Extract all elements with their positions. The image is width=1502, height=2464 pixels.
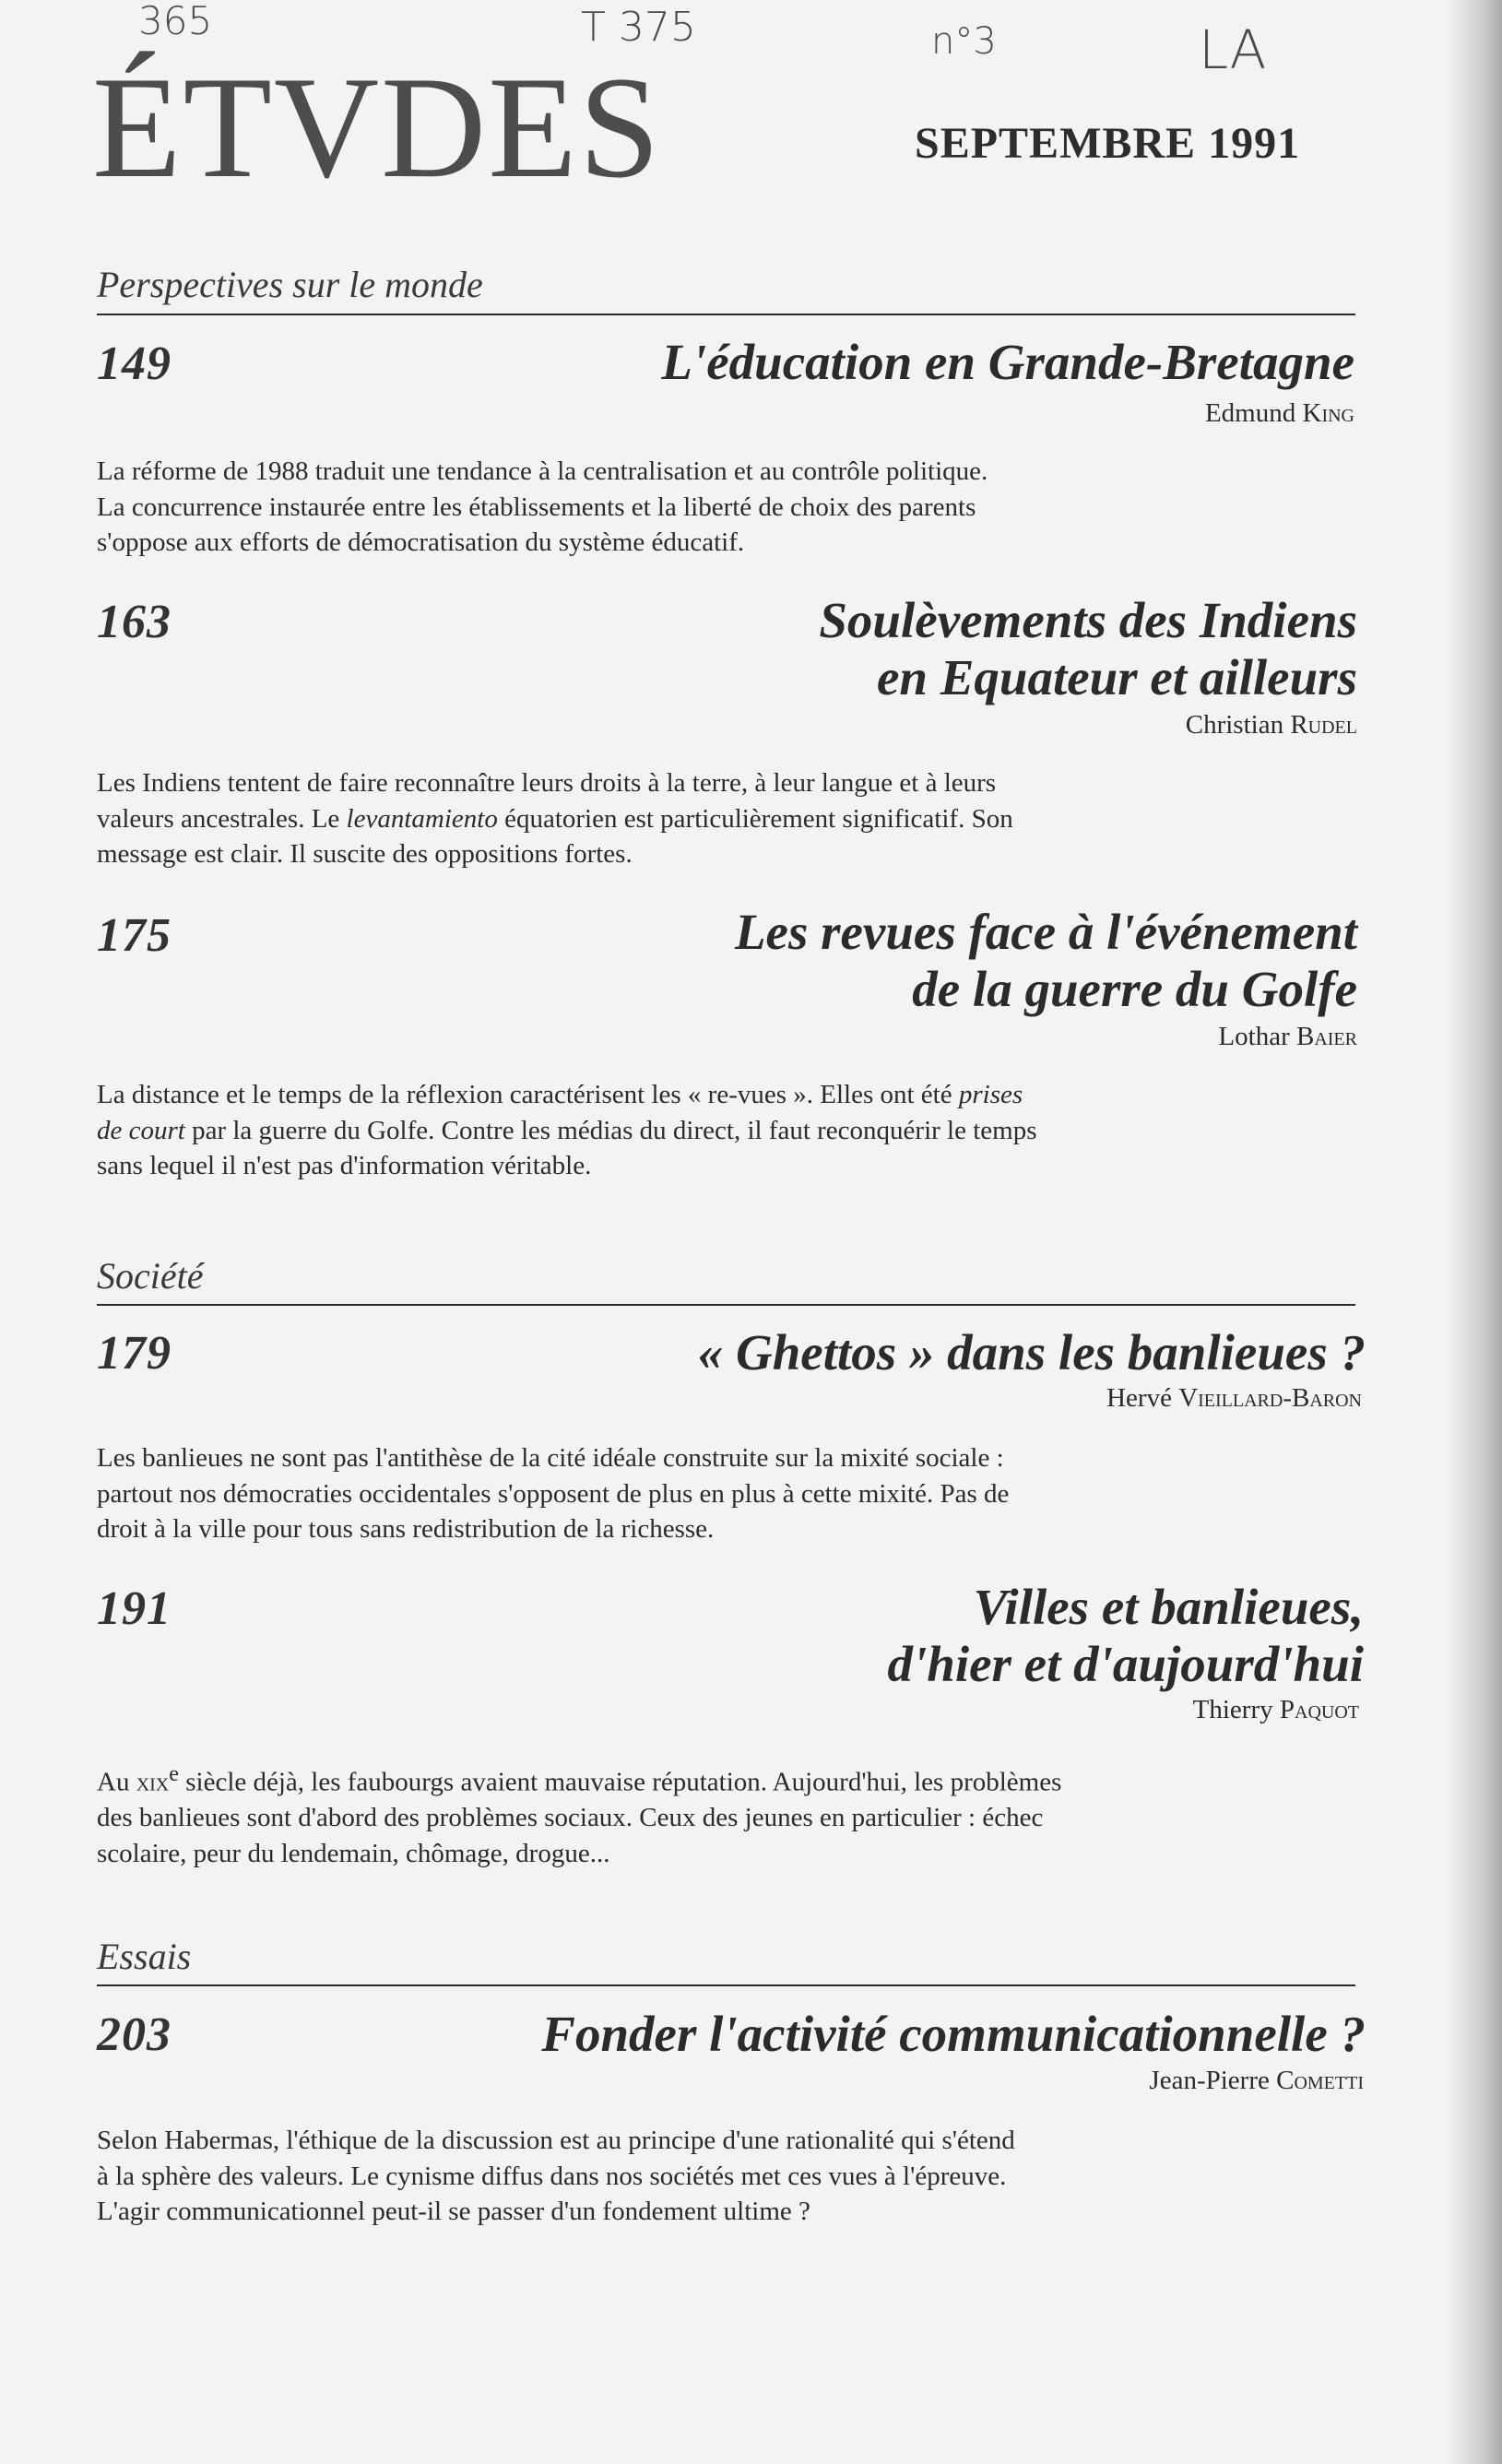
section-divider xyxy=(97,1304,1355,1306)
page-number: 175 xyxy=(97,909,171,962)
abstract-line: La réforme de 1988 traduit une tendance à la centralisation et au contrôle politique. xyxy=(97,456,988,486)
abstract-superscript: e xyxy=(169,1761,179,1786)
article-title-line: de la guerre du Golfe xyxy=(912,961,1357,1017)
author-last-name: King xyxy=(1302,398,1354,428)
abstract-line: s'oppose aux efforts de démocratisation du système éducatif. xyxy=(97,527,745,557)
author-last-name: Cometti xyxy=(1276,2066,1364,2095)
abstract-text: siècle déjà, les faubourgs avaient mauvaise réputation. Aujourd'hui, les problèmes xyxy=(178,1767,1062,1797)
article-title-line: Soulèvements des Indiens xyxy=(819,592,1357,648)
section-divider xyxy=(97,1984,1355,1986)
page-number: 179 xyxy=(97,1327,171,1380)
page-edge-shadow xyxy=(1447,0,1502,2464)
abstract-emphasis: levantamiento xyxy=(346,803,498,834)
handwritten-note-la: LA xyxy=(1199,18,1267,81)
abstract-line: des banlieues sont d'abord des problèmes sociaux. Ceux des jeunes en particulier : échec xyxy=(97,1803,1044,1833)
abstract-text: valeurs ancestrales. Le xyxy=(97,803,347,834)
author-first-name: Christian xyxy=(1185,710,1284,740)
article-abstract xyxy=(97,454,1245,561)
author-last-name: Vieillard-Baron xyxy=(1178,1383,1362,1413)
masthead-title: ÉTVDES xyxy=(92,47,662,208)
article-author xyxy=(1193,1695,1359,1725)
article-author xyxy=(1149,2066,1364,2096)
article-title xyxy=(887,1579,1364,1693)
article-abstract xyxy=(97,1077,1245,1184)
abstract-line xyxy=(97,1077,1245,1113)
abstract-line xyxy=(97,1757,1245,1800)
abstract-line xyxy=(97,801,1245,837)
abstract-line: scolaire, peur du lendemain, chômage, drogue... xyxy=(97,1838,610,1868)
author-first-name: Lothar xyxy=(1218,1022,1290,1051)
abstract-text: équatorien est particulièrement significatif. Son xyxy=(497,803,1013,834)
article-title-line: « Ghettos » dans les banlieues ? xyxy=(697,1324,1366,1380)
article-abstract xyxy=(97,2123,1245,2230)
handwritten-note-365: 365 xyxy=(138,0,213,43)
article-author xyxy=(1106,1383,1362,1414)
abstract-line: partout nos démocraties occidentales s'opposent de plus en plus à cette mixité. Pas de xyxy=(97,1478,1010,1509)
abstract-line: droit à la ville pour tous sans redistribution de la richesse. xyxy=(97,1514,715,1544)
article-title xyxy=(698,1324,1366,1381)
author-last-name: Paquot xyxy=(1279,1695,1359,1724)
section-heading: Perspectives sur le monde xyxy=(97,264,483,305)
article-title-line: Villes et banlieues, xyxy=(973,1579,1364,1635)
article-title xyxy=(541,2006,1366,2063)
author-last-name: Baier xyxy=(1295,1022,1357,1051)
article-title-line: L'éducation en Grande-Bretagne xyxy=(661,334,1354,390)
abstract-line: Selon Habermas, l'éthique de la discussion est au principe d'une rationalité qui s'étend xyxy=(97,2126,1015,2155)
abstract-emphasis: de court xyxy=(97,1115,185,1145)
article-title-line: d'hier et d'aujourd'hui xyxy=(887,1636,1364,1692)
page-number: 203 xyxy=(97,2008,171,2061)
abstract-line: La concurrence instaurée entre les établissements et la liberté de choix des parents xyxy=(97,492,976,522)
article-abstract xyxy=(97,765,1245,872)
article-author xyxy=(1218,1022,1357,1052)
abstract-line xyxy=(97,1113,1245,1149)
article-title xyxy=(819,592,1357,706)
author-last-name: Rudel xyxy=(1290,710,1357,740)
page-number: 191 xyxy=(97,1582,171,1635)
article-title xyxy=(661,334,1354,391)
page-number: 149 xyxy=(97,338,171,390)
abstract-line: sans lequel il n'est pas d'information véritable. xyxy=(97,1151,592,1180)
abstract-line: à la sphère des valeurs. Le cynisme diffus dans nos sociétés met ces vues à l'épreuve. xyxy=(97,2161,1007,2191)
section-heading: Essais xyxy=(97,1936,192,1977)
author-first-name: Thierry xyxy=(1192,1695,1273,1724)
author-first-name: Edmund xyxy=(1204,398,1296,428)
section-divider xyxy=(97,314,1355,315)
article-title-line: en Equateur et ailleurs xyxy=(876,649,1357,705)
author-first-name: Hervé xyxy=(1106,1383,1172,1413)
page-number: 163 xyxy=(97,596,171,648)
article-abstract xyxy=(97,1757,1245,1871)
article-title xyxy=(735,904,1357,1018)
abstract-text: par la guerre du Golfe. Contre les médias du direct, il faut reconquérir le temps xyxy=(184,1115,1037,1145)
abstract-text: Au xyxy=(97,1767,136,1797)
abstract-line: Les banlieues ne sont pas l'antithèse de la cité idéale construite sur la mixité sociale : xyxy=(97,1443,1004,1473)
abstract-emphasis: prises xyxy=(958,1080,1023,1109)
abstract-line: message est clair. Il suscite des oppositions fortes. xyxy=(97,839,633,869)
article-abstract xyxy=(97,1440,1245,1547)
article-title-line: Fonder l'activité communicationnelle ? xyxy=(541,2006,1366,2062)
abstract-line: L'agir communicationnel peut-il se passer d'un fondement ultime ? xyxy=(97,2197,810,2226)
article-title-line: Les revues face à l'événement xyxy=(734,904,1357,960)
abstract-smallcaps: xix xyxy=(136,1767,170,1797)
abstract-line: Les Indiens tentent de faire reconnaître leurs droits à la terre, à leur langue et à leurs xyxy=(97,768,997,798)
abstract-text: La distance et le temps de la réflexion caractérisent les « re-vues ». Elles ont été xyxy=(97,1080,959,1109)
section-heading: Société xyxy=(97,1255,204,1297)
handwritten-note-issue: n°3 xyxy=(931,20,997,63)
article-author xyxy=(1205,398,1354,429)
issue-date: SEPTEMBRE 1991 xyxy=(915,119,1301,168)
article-author xyxy=(1186,710,1357,740)
handwritten-note-t375: T 375 xyxy=(581,4,696,51)
author-first-name: Jean-Pierre xyxy=(1149,2066,1270,2095)
